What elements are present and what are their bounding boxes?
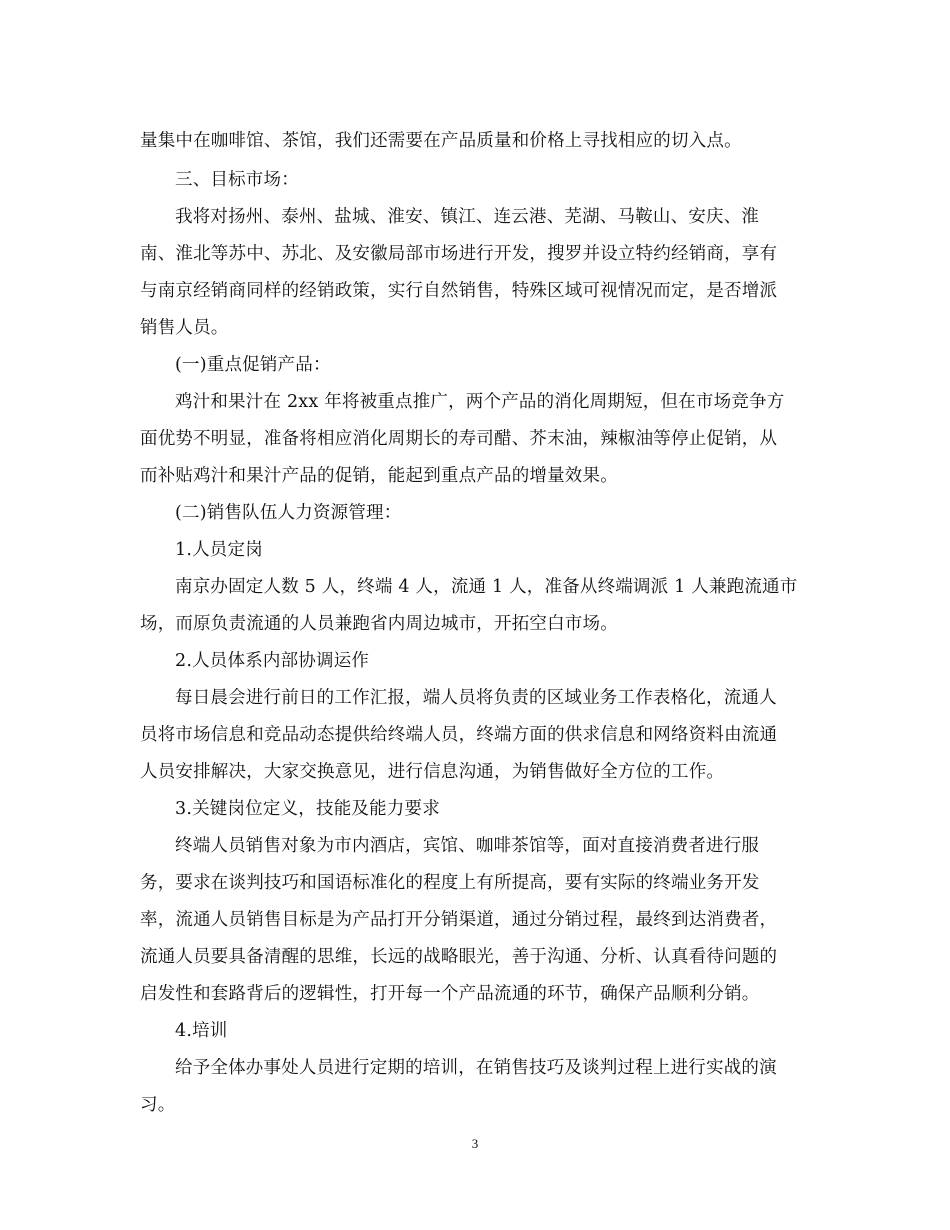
paragraph-line: 启发性和套路背后的逻辑性，打开每一个产品流通的环节，确保产品顺利分销。 <box>140 984 760 1004</box>
paragraph-line: 销售人员。 <box>140 318 229 338</box>
item-heading: 1.人员定岗 <box>175 540 263 560</box>
section-heading: 三、目标市场： <box>175 170 299 190</box>
item-heading: 3.关键岗位定义，技能及能力要求 <box>175 799 440 819</box>
paragraph-line: 率，流通人员销售目标是为产品打开分销渠道，通过分销过程，最终到达消费者， <box>140 910 778 930</box>
paragraph-line: 南京办固定人数 5 人，终端 4 人，流通 1 人，准备从终端调派 1 人兼跑流通市 <box>175 577 798 597</box>
item-heading: 2.人员体系内部协调运作 <box>175 651 370 671</box>
paragraph-line: 面优势不明显，准备将相应消化周期长的寿司醋、芥末油，辣椒油等停止促销，从 <box>140 429 778 449</box>
item-heading: 4.培训 <box>175 1021 228 1041</box>
paragraph-line: 人员安排解决，大家交换意见，进行信息沟通，为销售做好全方位的工作。 <box>140 762 725 782</box>
subsection-heading: (一)重点促销产品： <box>175 355 331 375</box>
paragraph-line: 终端人员销售对象为市内酒店，宾馆、咖啡茶馆等，面对直接消费者进行服 <box>175 836 760 856</box>
paragraph-line: 与南京经销商同样的经销政策，实行自然销售，特殊区域可视情况而定，是否增派 <box>140 281 778 301</box>
paragraph-line: 场，而原负责流通的人员兼跑省内周边城市，开拓空白市场。 <box>140 614 618 634</box>
paragraph-line: 我将对扬州、泰州、盐城、淮安、镇江、连云港、芜湖、马鞍山、安庆、淮 <box>175 207 760 227</box>
paragraph-line: 量集中在咖啡馆、茶馆，我们还需要在产品质量和价格上寻找相应的切入点。 <box>140 131 742 151</box>
paragraph-line: 给予全体办事处人员进行定期的培训，在销售技巧及谈判过程上进行实战的演 <box>175 1058 777 1078</box>
paragraph-line: 而补贴鸡汁和果汁产品的促销，能起到重点产品的增量效果。 <box>140 466 618 486</box>
paragraph-line: 习。 <box>140 1095 176 1115</box>
paragraph-line: 每日晨会进行前日的工作汇报，端人员将负责的区域业务工作表格化，流通人 <box>175 688 777 708</box>
paragraph-line: 员将市场信息和竞品动态提供给终端人员，终端方面的供求信息和网络资料由流通 <box>140 725 778 745</box>
paragraph-line: 流通人员要具备清醒的思维，长远的战略眼光，善于沟通、分析、认真看待问题的 <box>140 947 778 967</box>
paragraph-line: 鸡汁和果汁在 2xx 年将被重点推广，两个产品的消化周期短，但在市场竞争方 <box>175 392 785 412</box>
subsection-heading: (二)销售队伍人力资源管理： <box>175 503 402 523</box>
paragraph-line: 务，要求在谈判技巧和国语标准化的程度上有所提高，要有实际的终端业务开发 <box>140 873 760 893</box>
page-number: 3 <box>471 1136 479 1151</box>
paragraph-line: 南、淮北等苏中、苏北、及安徽局部市场进行开发，搜罗并设立特约经销商，享有 <box>140 244 778 264</box>
